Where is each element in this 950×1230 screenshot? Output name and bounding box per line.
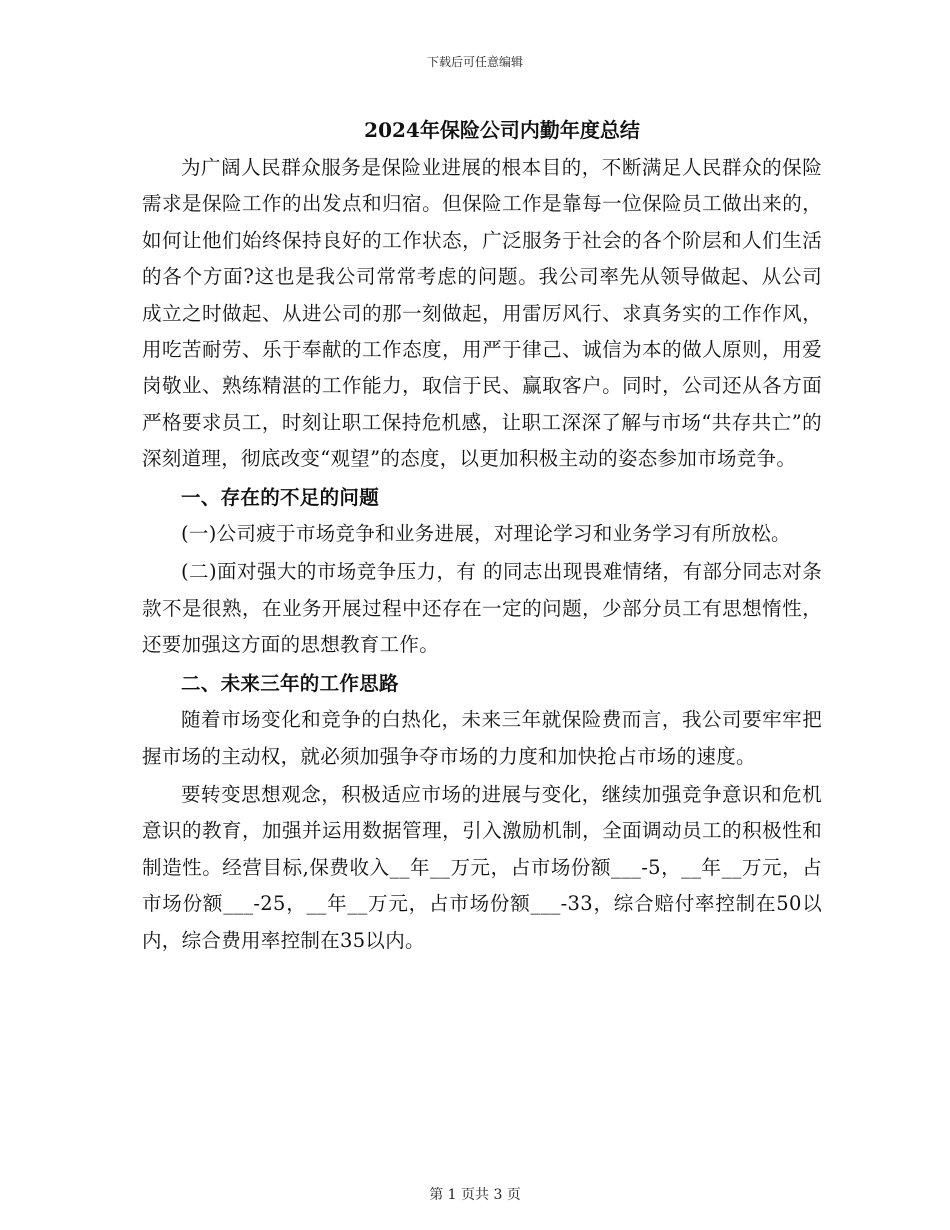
shortcoming-item-2: (二)面对强大的市场竞争压力，有 的同志出现畏难情绪，有部分同志对条款不是很熟，在业务开展过程中还存在一定的问题，少部分员工有思想惰性，还要加强这方面的思想教育工作。 bbox=[142, 560, 822, 657]
page-header: 下载后可任意编辑 bbox=[426, 55, 523, 69]
page-footer: 第 1 页共 3 页 bbox=[429, 1187, 521, 1203]
section-heading-future-plan: 二、未来三年的工作思路 bbox=[181, 671, 399, 695]
future-plan-paragraph-1: 随着市场变化和竞争的白热化，未来三年就保险费而言，我公司要牢牢把握市场的主动权，就必须加强争夺市场的力度和加快抢占市场的速度。 bbox=[142, 708, 822, 768]
document-body bbox=[142, 112, 822, 959]
shortcoming-item-1: (一)公司疲于市场竞争和业务进展，对理论学习和业务学习有所放松。 bbox=[181, 522, 791, 546]
intro-paragraph: 为广阔人民群众服务是保险业进展的根本目的，不断满足人民群众的保险需求是保险工作的出发点和归宿。但保险工作是靠每一位保险员工做出来的，如何让他们始终保持良好的工作状态，广泛服务于社会的各个阶层和人们生活的各个方面?这也是我公司常常考虑的问题。我公司率先从领导做起、从公司成立之时做起、从进公司的那一刻做起，用雷厉风行、求真务实的工作作风，用吃苦耐劳、乐于奉献的工作态度，用严于律己、诚信为本的做人原则，用爱岗敬业、熟练精湛的工作能力，取信于民、赢取客户。同时，公司还从各方面严格要求员工，时刻让职工保持危机感，让职工深深了解与市场“共存共亡”的深刻道理，彻底改变“观望”的态度，以更加积极主动的姿态参加市场竞争。 bbox=[142, 156, 822, 471]
future-plan-paragraph-2: 要转变思想观念，积极适应市场的进展与变化，继续加强竞争意识和危机意识的教育，加强并运用数据管理，引入激励机制，全面调动员工的积极性和制造性。经营目标,保费收入__年__万元，占市场份额___-5，__年__万元，占市场份额___-25，__年__万元，占市场份额___-33，综合赔付率控制在50以内，综合费用率控制在35以内。 bbox=[142, 782, 822, 952]
document-title: 2024年保险公司内勤年度总结 bbox=[364, 118, 640, 142]
section-heading-shortcomings: 一、存在的不足的问题 bbox=[181, 485, 380, 509]
